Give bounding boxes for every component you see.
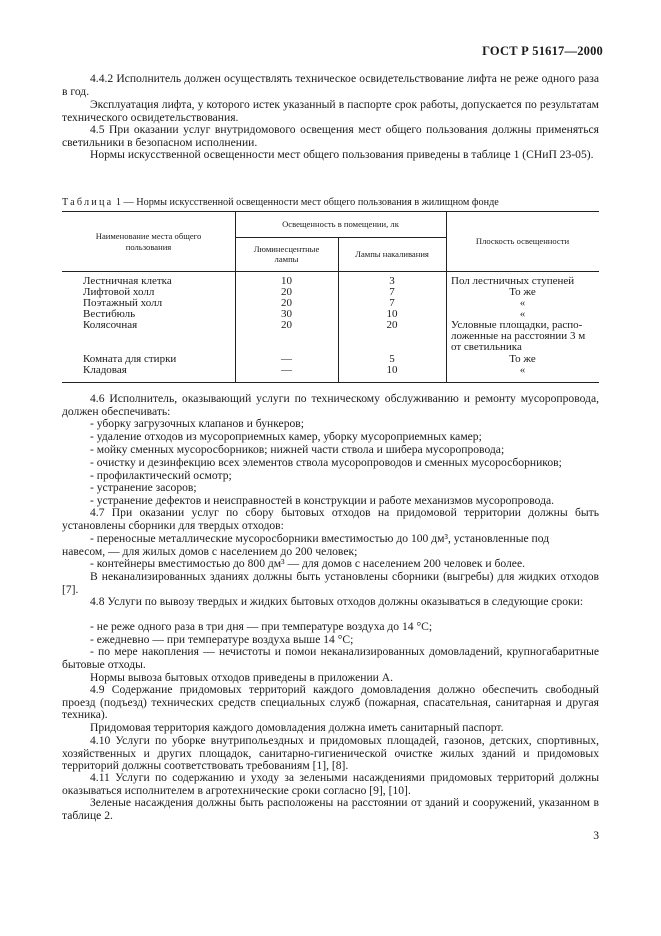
list-item: - по мере накопления — нечистоты и помои неканализированных домовладений, крупногабаритные бытовые отходы. [62,645,599,671]
row-5-lum: 20 [281,319,292,331]
row-6-incand: 5 [389,353,395,365]
list-item: - профилактический осмотр; [90,469,232,482]
list-item: - уборку загрузочных клапанов и бункеров; [90,417,304,430]
list-item: - удаление отходов из мусороприемных камер, уборку мусороприемных камер; [90,430,482,443]
row-7-plane: « [519,364,526,376]
document-id: ГОСТ Р 51617—2000 [482,44,603,58]
header-illuminance: Освещенность в помещении, лк [282,219,399,230]
header-luminescent: Люминесцентные лампы [253,243,320,264]
row-7-lum: — [281,364,292,376]
paragraph-4-11: 4.11 Услуги по содержанию и уходу за зелеными насаждениями придомовых территорий должны оказываться исполнителем в агротехнические сроки согласно [9], [10]. [62,771,599,797]
page-number: 3 [593,829,599,842]
paragraph-lighting-norms: Нормы искусственной освещенности мест общего пользования приведены в таблице 1 (СНиП 23-05). [90,148,594,161]
row-5-plane-line-2: ложенные на расстоянии 3 м [451,330,586,342]
row-5-plane-line-1: Условные площадки, распо- [451,319,583,331]
row-1-incand: 3 [389,275,395,287]
row-7-place: Кладовая [83,364,127,376]
row-6-plane: То же [509,353,536,365]
row-1-lum: 10 [281,275,292,287]
row-3-plane: « [519,297,526,309]
paragraph-4-10: 4.10 Услуги по уборке внутрипольездных и придомовых площадей, газонов, детских, спортивных, хозяйственных и других площадок, санитарно-гигиенической очистке жилых зданий и придомовых территорий должны соответствовать требованиям [1], [8]. [62,734,599,773]
paragraph-waste-norms: Нормы вывоза бытовых отходов приведены в приложении А. [90,671,394,684]
list-item: - устранение дефектов и неисправностей в конструкции и работе механизмов мусоропровода. [90,494,555,507]
row-2-plane: То же [509,286,536,298]
row-5-place: Колясочная [83,319,138,331]
table-caption-label: Таблица [62,197,114,208]
row-3-place: Поэтажный холл [83,297,163,309]
paragraph-lift-operation: Эксплуатация лифта, у которого истек указанный в паспорте срок работы, допускается по результатам технического освидетельствования. [62,98,599,124]
row-4-place: Вестибюль [83,308,136,320]
paragraph-4-4-2: 4.4.2 Исполнитель должен осуществлять техническое освидетельствование лифта не реже одного раза в год. [62,72,599,98]
row-4-lum: 30 [281,308,292,320]
row-2-place: Лифтовой холл [83,286,155,298]
lighting-norms-table [62,211,599,383]
paragraph-4-9: 4.9 Содержание придомовых территорий каждого домовладения должно обеспечить свободный проезд (подъезд) технических средств специальных служб (пожарная, спасательная, санитарная и другая техника). [62,683,599,722]
list-item: - очистку и дезинфекцию всех элементов ствола мусоропроводов и сменных мусоросборников; [90,456,562,469]
paragraph-4-8: 4.8 Услуги по вывозу твердых и жидких бытовых отходов должны оказываться в следующие сроки: [90,595,584,608]
row-5-incand: 20 [386,319,398,331]
row-6-lum: — [281,353,292,365]
row-3-lum: 20 [281,297,292,309]
header-place: Наименование места общего пользования [95,231,202,252]
row-1-plane: Пол лестничных ступеней [451,275,575,287]
row-1-place: Лестничная клетка [83,275,172,287]
paragraph-liquid-waste: В неканализированных зданиях должны быть установлены сборники (выгребы) для жидких отходов [7]. [62,570,599,596]
paragraph-4-6: 4.6 Исполнитель, оказывающий услуги по техническому обслуживанию и ремонту мусоропровода, должен обеспечивать: [62,392,599,418]
row-2-incand: 7 [389,286,395,298]
table-caption-text: 1 — Нормы искусственной освещенности мест общего пользования в жилищном фонде [115,197,499,208]
row-4-plane: « [519,308,526,320]
paragraph-4-7: 4.7 При оказании услуг по сбору бытовых отходов на придомовой территории должны быть установлены сборники для твердых отходов: [62,506,599,532]
table-caption [62,197,499,208]
list-item: - не реже одного раза в три дня — при температуре воздуха до 14 °С; [90,620,433,633]
list-item-continuation: навесом, — для жилых домов с населением до 200 человек; [62,545,358,558]
row-2-lum: 20 [281,286,292,298]
paragraph-4-5: 4.5 При оказании услуг внутридомового освещения мест общего пользования должны применяться светильники в безопасном исполнении. [62,123,599,149]
list-item: - контейнеры вместимостью до 800 дм³ — для домов с населением 200 человек и более. [90,557,525,570]
list-item: - переносные металлические мусоросборники вместимостью до 100 дм³, установленные под [90,532,550,545]
row-6-place: Комната для стирки [83,353,177,365]
table-header-bottom [62,271,599,272]
list-item: - устранение засоров; [90,481,197,494]
header-incandescent: Лампы накаливания [355,248,429,259]
paragraph-green-spaces: Зеленые насаждения должны быть расположены на расстоянии от зданий и сооружений, указанном в таблице 2. [62,796,599,822]
row-3-incand: 7 [389,297,395,309]
header-plane: Плоскость освещенности [475,236,570,247]
paragraph-sanitary-passport: Придомовая территория каждого домовладения должна иметь санитарный паспорт. [90,721,504,734]
list-item: - мойку сменных мусоросборников; нижней части ствола и шибера мусоропровода; [90,443,505,456]
row-7-incand: 10 [386,364,398,376]
row-4-incand: 10 [386,308,398,320]
row-5-plane-line-3: от светильника [451,341,522,353]
list-item: - ежедневно — при температуре воздуха выше 14 °С; [90,633,354,646]
